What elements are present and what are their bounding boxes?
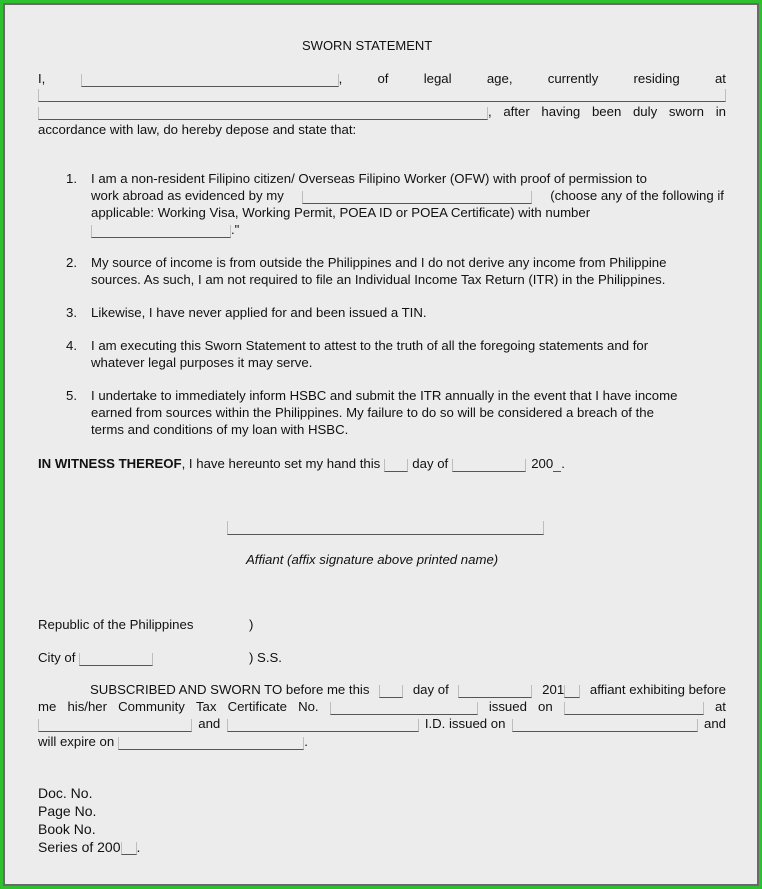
item-number: 4. <box>66 338 77 353</box>
series-year-field[interactable] <box>121 842 137 855</box>
subscribed-word: Community <box>118 699 185 714</box>
item-number: 5. <box>66 388 77 403</box>
intro-word: at <box>714 71 726 86</box>
subscribed-line-4 <box>38 734 308 750</box>
subscribed-text: . <box>304 734 308 749</box>
subscribed-word: at <box>714 699 726 714</box>
subscribed-word: No. <box>298 699 319 714</box>
subscribed-word: Certificate <box>227 699 287 714</box>
witness-line <box>38 456 565 472</box>
item-text: terms and conditions of my loan with HSBC. <box>91 422 349 437</box>
series-label: Series of 200 <box>38 839 121 855</box>
notary-month-field[interactable] <box>458 685 532 698</box>
city-field[interactable] <box>79 653 153 666</box>
intro-word: I, <box>38 71 46 86</box>
witness-text: 200 <box>531 456 554 471</box>
address-line-1 <box>38 86 726 102</box>
subscribed-text: will expire on <box>38 734 115 749</box>
witness-heading: IN WITNESS THEREOF <box>38 456 182 471</box>
item-1-line-2 <box>91 188 724 204</box>
item-text: I am executing this Sworn Statement to attest to the truth of all the foregoing statements and for <box>91 338 649 353</box>
subscribed-text: 201 <box>542 682 565 697</box>
intro-word: after <box>503 104 530 119</box>
intro-word: residing <box>633 71 680 86</box>
subscribed-word: Tax <box>195 699 217 714</box>
month-field[interactable] <box>452 459 526 472</box>
doc-number-label: Doc. No. <box>38 785 93 801</box>
item-text: earned from sources within the Philippines. My failure to do so will be considered a breach of the <box>91 405 654 420</box>
item-text: My source of income is from outside the Philippines and I do not derive any income from Philippine <box>91 255 667 270</box>
intro-word: in <box>715 104 726 119</box>
item-1-line-4 <box>91 222 239 238</box>
item-number: 2. <box>66 255 77 270</box>
address-field-continued[interactable] <box>38 107 488 120</box>
intro-line-2 <box>38 104 726 120</box>
subscribed-word: issued <box>488 699 527 714</box>
intro-word: having <box>541 104 581 119</box>
ss-label: ) S.S. <box>249 650 282 665</box>
intro-word: of <box>377 71 389 86</box>
witness-text: day of <box>412 456 449 471</box>
item-text: applicable: Working Visa, Working Permit, POEA ID or POEA Certificate) with number <box>91 205 591 220</box>
document-title: SWORN STATEMENT <box>302 38 433 53</box>
id-issue-date-field[interactable] <box>512 719 698 732</box>
notary-day-field[interactable] <box>379 685 403 698</box>
address-field[interactable] <box>38 89 726 102</box>
document-number-field[interactable] <box>91 225 231 238</box>
notary-year-field[interactable] <box>564 685 580 698</box>
intro-line-3: accordance with law, do hereby depose and state that: <box>38 122 357 137</box>
subscribed-text: affiant exhibiting before <box>589 682 726 697</box>
series-end: . <box>136 839 141 855</box>
republic-paren: ) <box>249 617 254 632</box>
day-field[interactable] <box>384 459 408 472</box>
witness-text: , I have hereunto set my hand this <box>181 456 381 471</box>
item-number: 1. <box>66 171 77 186</box>
document-page <box>5 5 757 884</box>
ctc-number-field[interactable] <box>330 702 478 715</box>
signature-field[interactable] <box>227 521 544 535</box>
item-text: whatever legal purposes it may serve. <box>91 355 313 370</box>
year-field[interactable] <box>553 459 561 472</box>
subscribed-line-3 <box>38 716 726 732</box>
book-number-label: Book No. <box>38 821 96 837</box>
subscribed-word: I.D. issued on <box>424 716 506 731</box>
item-text: I am a non-resident Filipino citizen/ Overseas Filipino Worker (OFW) with proof of permission to <box>91 171 648 186</box>
intro-word: currently <box>547 71 599 86</box>
subscribed-word: his/her <box>67 699 108 714</box>
proof-document-field[interactable] <box>302 191 532 204</box>
intro-word: , <box>488 104 492 119</box>
item-text: Likewise, I have never applied for and been issued a TIN. <box>91 305 427 320</box>
intro-word: , <box>338 71 343 86</box>
subscribed-word: and <box>198 716 221 731</box>
item-text: (choose any of the following if <box>550 188 724 203</box>
intro-line-1 <box>38 71 726 87</box>
page-frame <box>3 3 759 886</box>
item-number: 3. <box>66 305 77 320</box>
intro-word: been <box>591 104 622 119</box>
subscribed-line-2 <box>38 699 726 715</box>
item-text: I undertake to immediately inform HSBC and submit the ITR annually in the event that I have income <box>91 388 678 403</box>
item-text: ." <box>231 222 240 237</box>
subscribed-word: me <box>38 699 57 714</box>
intro-word: legal <box>423 71 452 86</box>
republic-label: Republic of the Philippines <box>38 617 194 632</box>
subscribed-word: on <box>538 699 553 714</box>
signature-line <box>227 519 544 535</box>
city-line <box>38 650 153 666</box>
series-line <box>38 839 140 855</box>
intro-word: duly <box>632 104 658 119</box>
subscribed-text: SUBSCRIBED AND SWORN TO before me this <box>90 682 370 697</box>
subscribed-word: and <box>703 716 726 731</box>
expiry-date-field[interactable] <box>118 737 304 750</box>
item-text: work abroad as evidenced by my <box>91 188 284 203</box>
ctc-place-field[interactable] <box>38 719 192 732</box>
intro-word: sworn <box>668 104 705 119</box>
intro-word: age, <box>486 71 513 86</box>
ctc-issue-date-field[interactable] <box>564 702 704 715</box>
id-field[interactable] <box>227 719 419 732</box>
page-number-label: Page No. <box>38 803 97 819</box>
subscribed-line-1 <box>90 682 726 698</box>
city-label: City of <box>38 650 76 665</box>
item-text: sources. As such, I am not required to file an Individual Income Tax Return (ITR) in the Philippines. <box>91 272 666 287</box>
witness-text: . <box>561 456 565 471</box>
subscribed-text: day of <box>412 682 449 697</box>
affiant-caption: Affiant (affix signature above printed name) <box>246 552 499 567</box>
